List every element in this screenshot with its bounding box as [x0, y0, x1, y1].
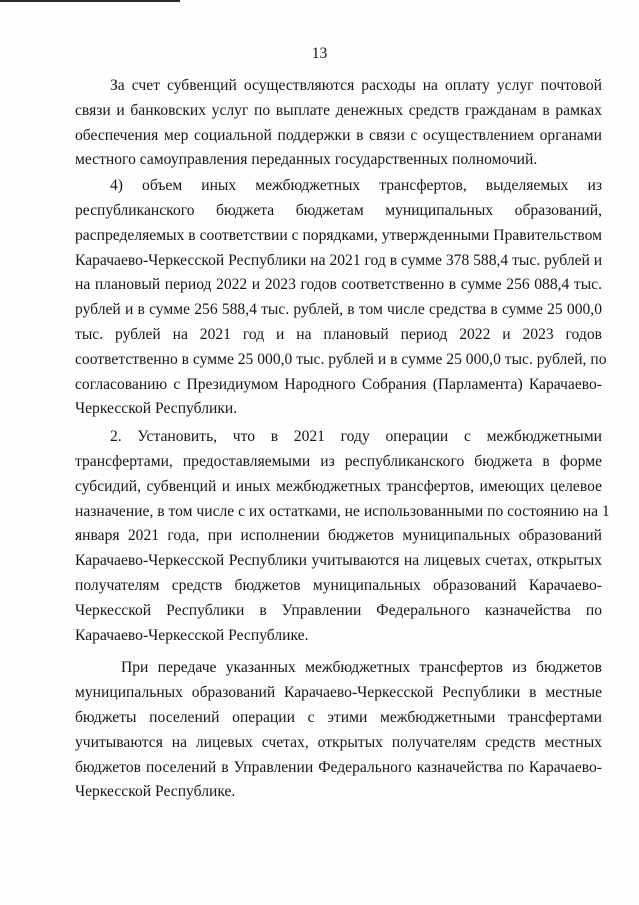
text-line: Черкесской Республики. — [75, 400, 238, 418]
text-line: муниципальных образований Карачаево-Черкесской Республики в местные — [75, 684, 602, 702]
text-line: соответственно в сумме 25 000,0 тыс. рублей и в сумме 25 000,0 тыс. рублей, по — [75, 350, 607, 368]
text-line: 2. Установить, что в 2021 году операции с межбюджетными — [110, 428, 602, 446]
text-line: Черкесской Республики в Управлении Федерального казначейства по — [75, 601, 602, 619]
text-line: За счет субвенций осуществляются расходы на оплату услуг почтовой — [110, 77, 602, 94]
page-number: 13 — [311, 45, 328, 62]
text-line: республиканского бюджета бюджетам муниципальных образований, — [75, 201, 602, 219]
text-line: бюджетов поселений в Управлении Федерального казначейства по Карачаево- — [75, 758, 602, 776]
text-line: При передаче указанных межбюджетных трансфертов из бюджетов — [121, 659, 602, 677]
text-line: учитываются на лицевых счетах, открытых получателям средств местных — [75, 733, 602, 751]
text-line: связи и банковских услуг по выплате денежных средств гражданам в рамках — [75, 101, 602, 119]
text-line: рублей и в сумме 256 588,4 тыс. рублей, в том числе средства в сумме 25 000,0 — [75, 301, 602, 319]
text-line: местного самоуправления переданных государственных полномочий. — [75, 151, 538, 169]
text-line: 4) объем иных межбюджетных трансфертов, выделяемых из — [110, 177, 602, 195]
text-line: получателям средств бюджетов муниципальных образований Карачаево- — [75, 576, 602, 594]
text-line: согласованию с Президиумом Народного Собрания (Парламента) Карачаево- — [75, 375, 602, 393]
text-line: трансфертами, предоставляемыми из республиканского бюджета в форме — [75, 452, 602, 470]
text-line: Черкесской Республике. — [75, 783, 236, 801]
text-line: бюджеты поселений операции с этими межбюджетными трансфертами — [75, 708, 602, 726]
scan-corner-mark — [0, 0, 180, 2]
text-line: субсидий, субвенций и иных межбюджетных трансфертов, имеющих целевое — [75, 477, 602, 495]
text-line: Карачаево-Черкесской Республике. — [75, 626, 309, 644]
text-line: на плановый период 2022 и 2023 годов соответственно в сумме 256 088,4 тыс. — [75, 276, 602, 294]
text-line: обеспечения мер социальной поддержки в связи с осуществлением органами — [75, 126, 602, 144]
text-line: января 2021 года, при исполнении бюджетов муниципальных образований — [75, 527, 602, 545]
text-line: Карачаево-Черкесской Республики на 2021 год в сумме 378 588,4 тыс. рублей и — [75, 251, 603, 269]
text-line: назначение, в том числе с их остатками, не использованными по состоянию на 1 — [75, 502, 610, 520]
text-line: Карачаево-Черкесской Республики учитываются на лицевых счетах, открытых — [75, 552, 602, 570]
text-line: распределяемых в соответствии с порядками, утвержденными Правительством — [75, 226, 602, 244]
document-body — [75, 74, 610, 805]
text-line: тыс. рублей на 2021 год и на плановый период 2022 и 2023 годов — [75, 325, 602, 343]
